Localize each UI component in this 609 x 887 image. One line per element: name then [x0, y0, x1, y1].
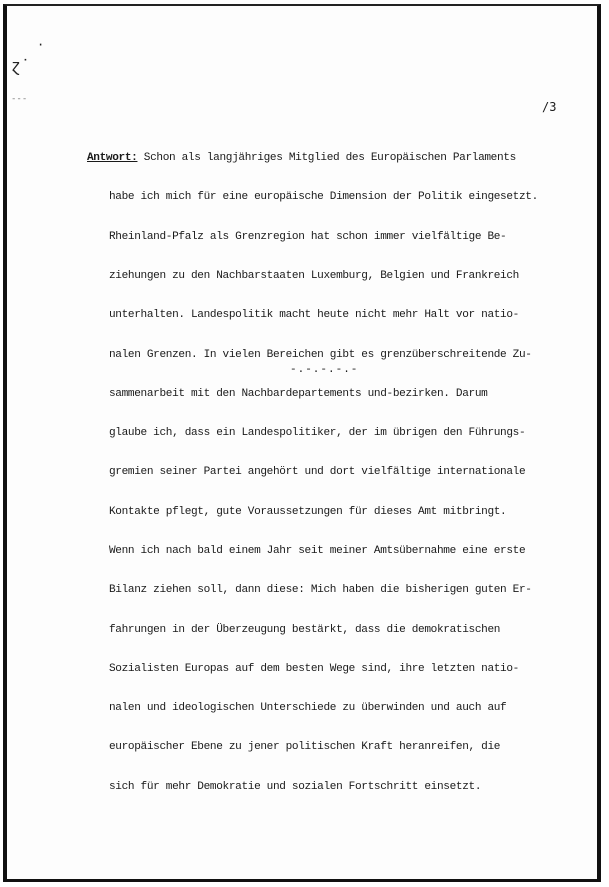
answer-label: Antwort:	[87, 152, 138, 165]
page-number: /3	[542, 100, 557, 114]
answer-text-line: Kontakte pflegt, gute Voraussetzungen für dieses Amt mitbringt.	[109, 505, 507, 518]
answer-paragraph	[87, 126, 597, 820]
answer-text-line: sammenarbeit mit den Nachbardepartements und-bezirken. Darum	[109, 387, 488, 400]
scan-mark: ·	[37, 38, 45, 52]
answer-text-line: unterhalten. Landespolitik macht heute nicht mehr Halt vor natio-	[109, 309, 519, 322]
answer-text-line: ziehungen zu den Nachbarstaaten Luxemburg, Belgien und Frankreich	[109, 270, 519, 283]
end-mark: -.-.-.-.-	[290, 364, 359, 376]
answer-text-line: Sozialisten Europas auf dem besten Wege sind, ihre letzten natio-	[109, 662, 519, 675]
answer-text-line: Bilanz ziehen soll, dann diese: Mich haben die bisherigen guten Er-	[109, 584, 532, 597]
answer-text-line: sich für mehr Demokratie und sozialen Fortschritt einsetzt.	[109, 780, 482, 793]
answer-text-line: Rheinland-Pfalz als Grenzregion hat schon immer vielfältige Be-	[109, 230, 507, 243]
document-page	[3, 4, 601, 882]
scan-mark: ---	[11, 94, 28, 104]
answer-text-line: nalen Grenzen. In vielen Bereichen gibt es grenzüberschreitende Zu-	[109, 348, 532, 361]
answer-text-line: gremien seiner Partei angehört und dort vielfältige internationale	[109, 466, 526, 479]
answer-text-line: fahrungen in der Überzeugung bestärkt, dass die demokratischen	[109, 623, 501, 636]
answer-text-line: Schon als langjähriges Mitglied des Europäischen Parlaments	[137, 152, 516, 165]
scan-mark: ɀ˙	[11, 56, 31, 75]
answer-text-line: Wenn ich nach bald einem Jahr seit meiner Amtsübernahme eine erste	[109, 545, 526, 557]
answer-text-line: nalen und ideologischen Unterschiede zu überwinden und auch auf	[109, 702, 507, 715]
answer-first-line	[87, 152, 597, 165]
answer-text-line: glaube ich, dass ein Landespolitiker, der im übrigen den Führungs-	[109, 427, 526, 440]
answer-text-line: europäischer Ebene zu jener politischen Kraft heranreifen, die	[109, 741, 501, 754]
answer-text-line: habe ich mich für eine europäische Dimension der Politik eingesetzt.	[109, 191, 538, 204]
